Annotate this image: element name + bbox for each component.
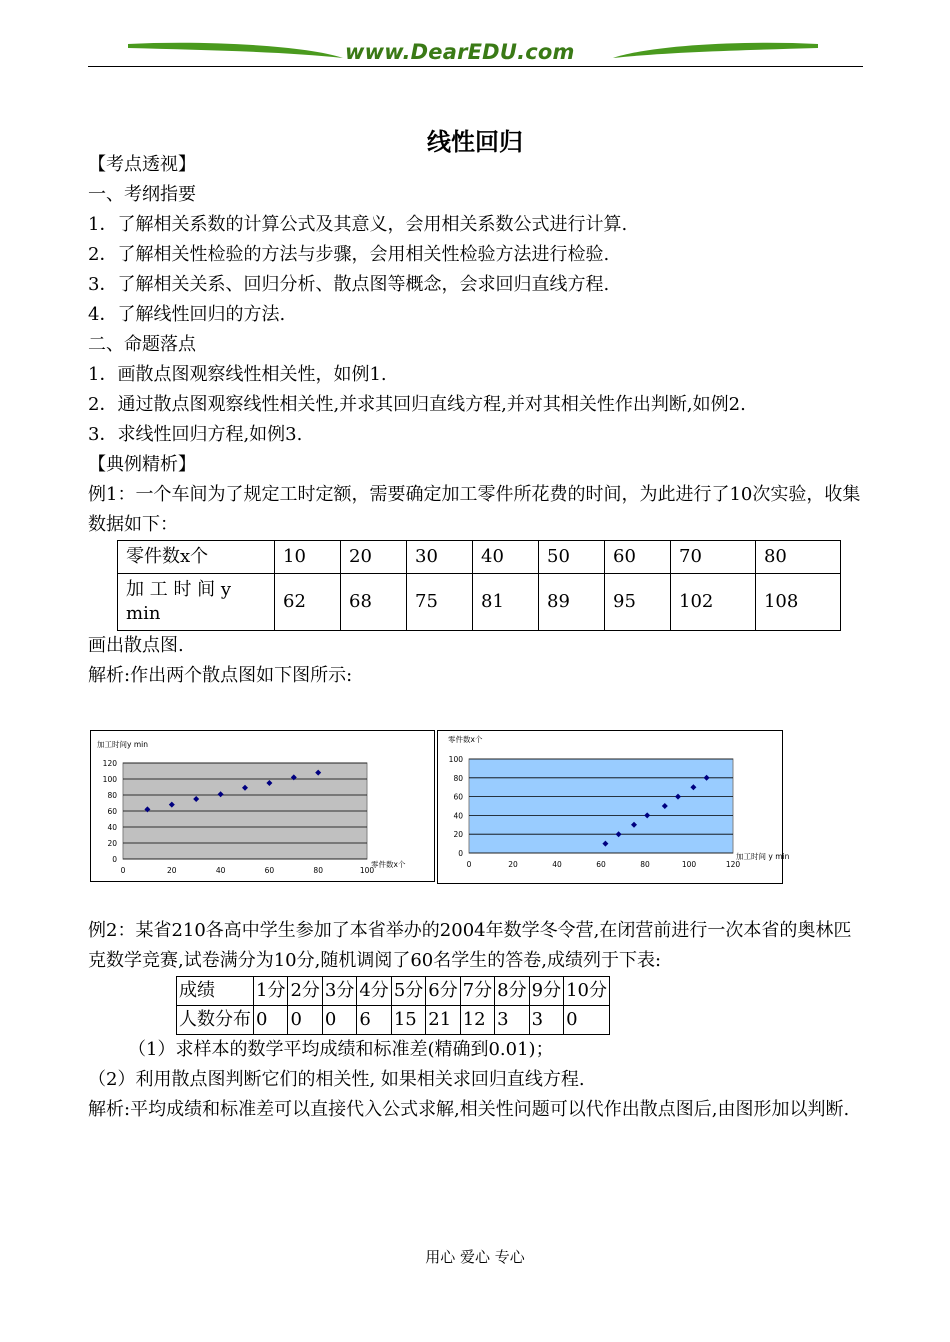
plot-area [469, 759, 733, 853]
x-tick-label: 100 [359, 866, 375, 875]
table-cell: 8分 [495, 977, 529, 1006]
point-item: 1．画散点图观察线性相关性，如例1. [88, 364, 387, 385]
example-1-text: 例1：一个车间为了规定工时定额，需要确定加工零件所花费的时间，为此进行了10次实验，收集数据如下： [88, 484, 861, 535]
point-item: 2．通过散点图观察线性相关性,并求其回归直线方程,并对其相关性作出判断,如例2. [88, 394, 746, 415]
subsection-heading-outline: 一、考纲指要 [88, 184, 196, 205]
scatter-charts [90, 730, 790, 885]
table-row [177, 977, 610, 1006]
section-heading-examples: 【典例精析】 [88, 454, 196, 475]
section-heading-kaodian: 【考点透视】 [88, 154, 196, 175]
table-cell: 7分 [460, 977, 494, 1006]
y-tick-label: 60 [107, 807, 117, 816]
chart-1-frame [90, 730, 435, 882]
table-cell: 30 [407, 541, 473, 574]
table-cell: 3 [529, 1006, 563, 1035]
y-axis-label: 加工时间y min [97, 740, 148, 749]
page-footer: 用心 爱心 专心 [425, 1248, 525, 1266]
table-cell: 75 [407, 574, 473, 631]
example-1-instruction: 画出散点图. [88, 635, 184, 656]
x-axis-label: 零件数x个 [371, 860, 406, 869]
document-body [88, 150, 863, 1125]
subsection-heading-points: 二、命题落点 [88, 334, 196, 355]
table-cell: 80 [755, 541, 840, 574]
table-cell: 6分 [426, 977, 460, 1006]
table-cell: 68 [341, 574, 407, 631]
table-cell: 0 [288, 1006, 322, 1035]
table-header-cell: 人数分布 [177, 1006, 254, 1035]
y-tick-label: 60 [453, 792, 463, 802]
x-tick-label: 100 [681, 860, 697, 869]
x-tick-label: 80 [640, 860, 650, 869]
table-row [118, 574, 841, 631]
question-2: （2）利用散点图判断它们的相关性, 如果相关求回归直线方程. [88, 1069, 585, 1090]
page-title: 线性回归 [427, 128, 523, 156]
y-tick-label: 40 [107, 823, 117, 832]
table-header-cell: 成绩 [177, 977, 254, 1006]
left-leaf-swoosh [128, 43, 343, 58]
question-1: （1）求样本的数学平均成绩和标准差(精确到0.01)； [128, 1039, 554, 1060]
y-tick-label: 40 [453, 811, 463, 821]
example-1-data-table [117, 540, 841, 631]
example-2-text: 例2：某省210各高中学生参加了本省举办的2004年数学冬令营,在闭营前进行一次本省的奥林匹克数学竞赛,试卷满分为10分,随机调阅了60名学生的答卷,成绩列于下表: [88, 920, 852, 971]
table-cell: 70 [671, 541, 756, 574]
y-tick-label: 80 [453, 773, 463, 783]
scatter-chart-2 [438, 731, 790, 883]
outline-item: 1．了解相关系数的计算公式及其意义，会用相关系数公式进行计算. [88, 214, 628, 235]
table-cell: 6 [357, 1006, 391, 1035]
x-tick-label: 20 [167, 866, 177, 875]
y-tick-label: 0 [112, 855, 117, 864]
x-tick-label: 0 [120, 866, 126, 875]
table-cell: 3分 [322, 977, 356, 1006]
table-cell: 21 [426, 1006, 460, 1035]
outline-item: 3．了解相关关系、回归分析、散点图等概念，会求回归直线方程. [88, 274, 610, 295]
table-cell: 10 [275, 541, 341, 574]
table-cell: 2分 [288, 977, 322, 1006]
x-tick-label: 120 [725, 860, 741, 869]
table-cell: 20 [341, 541, 407, 574]
table-cell: 12 [460, 1006, 494, 1035]
table-cell: 89 [539, 574, 605, 631]
point-item: 3．求线性回归方程,如例3. [88, 424, 303, 445]
y-tick-label: 100 [448, 755, 463, 764]
x-tick-label: 80 [313, 866, 323, 875]
y-tick-label: 0 [458, 849, 463, 858]
x-tick-label: 60 [264, 866, 275, 875]
table-cell: 0 [254, 1006, 288, 1035]
table-header-cell: 零件数x个 [118, 541, 275, 574]
example-2-score-table [176, 976, 610, 1035]
x-tick-label: 40 [552, 860, 562, 869]
table-cell: 5分 [391, 977, 425, 1006]
table-cell: 1分 [254, 977, 288, 1006]
table-cell: 50 [539, 541, 605, 574]
right-leaf-swoosh [613, 43, 818, 58]
table-cell: 81 [473, 574, 539, 631]
y-tick-label: 20 [453, 830, 463, 840]
table-cell: 3 [495, 1006, 529, 1035]
x-tick-label: 40 [215, 866, 226, 875]
y-tick-label: 100 [102, 775, 117, 784]
table-cell: 60 [605, 541, 671, 574]
table-cell: 102 [671, 574, 756, 631]
table-row [177, 1006, 610, 1035]
table-cell: 95 [605, 574, 671, 631]
table-cell: 40 [473, 541, 539, 574]
x-tick-label: 0 [466, 860, 472, 869]
site-name[interactable]: www.DearEDU.com [345, 40, 575, 64]
outline-item: 4．了解线性回归的方法. [88, 304, 286, 325]
table-cell: 0 [564, 1006, 610, 1035]
table-row [118, 541, 841, 574]
header-rule [88, 66, 863, 67]
table-cell: 0 [322, 1006, 356, 1035]
table-header-cell: 加 工 时 间 y min [118, 574, 275, 631]
y-tick-label: 20 [107, 839, 117, 848]
scatter-chart-1 [91, 731, 434, 881]
y-tick-label: 80 [107, 791, 117, 800]
y-tick-label: 120 [102, 759, 117, 768]
y-axis-label: 零件数x个 [448, 735, 483, 744]
table-cell: 9分 [529, 977, 563, 1006]
example-1-solution: 解析:作出两个散点图如下图所示: [88, 665, 353, 686]
x-tick-label: 60 [596, 860, 606, 869]
table-cell: 62 [275, 574, 341, 631]
chart-2-frame [437, 730, 790, 884]
table-cell: 4分 [357, 977, 391, 1006]
x-axis-label: 加工时间 y min [736, 852, 790, 861]
table-cell: 108 [755, 574, 840, 631]
outline-item: 2．了解相关性检验的方法与步骤，会用相关性检验方法进行检验. [88, 244, 610, 265]
table-cell: 15 [391, 1006, 425, 1035]
example-2-solution: 解析:平均成绩和标准差可以直接代入公式求解,相关性问题可以代作出散点图后,由图形加以判断. [88, 1099, 850, 1120]
table-cell: 10分 [564, 977, 610, 1006]
x-tick-label: 20 [508, 860, 518, 869]
